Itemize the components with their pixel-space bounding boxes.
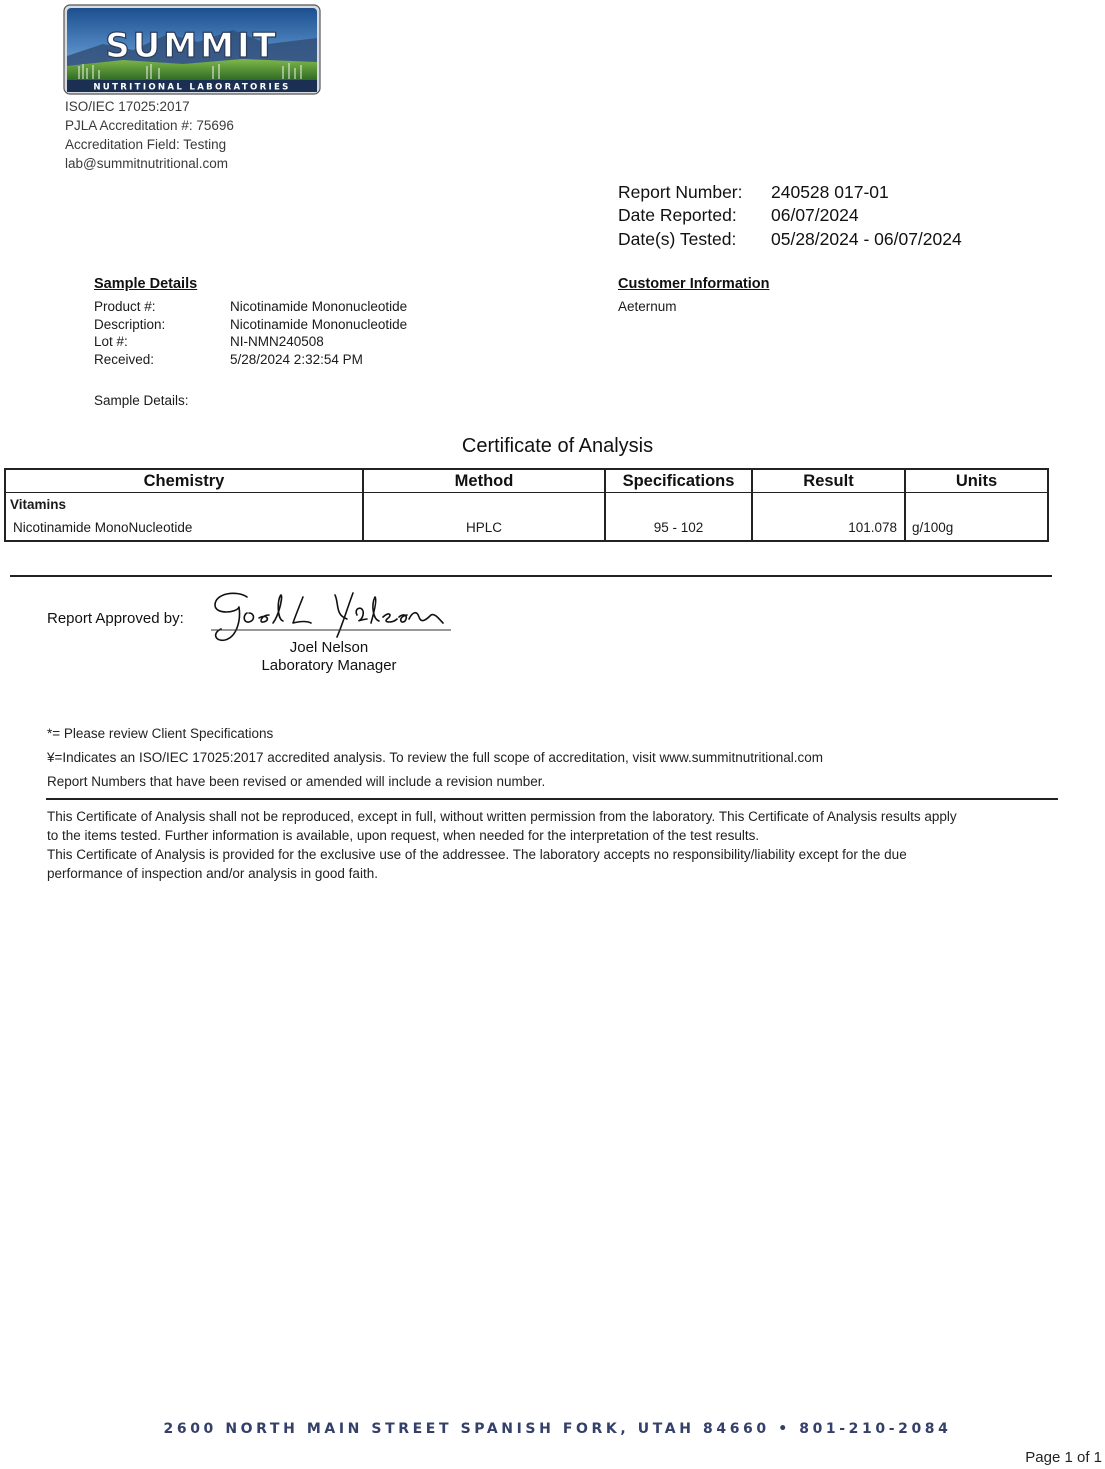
category-empty-units	[905, 493, 1048, 516]
approved-by-label: Report Approved by:	[47, 610, 184, 627]
sample-details-heading: Sample Details	[94, 276, 198, 292]
table-header-row	[5, 469, 1048, 493]
report-number-value: 240528 017-01	[771, 182, 889, 202]
sample-details-label: Sample Details:	[94, 393, 189, 408]
legal-line-3: This Certificate of Analysis is provided for the exclusive use of the addressee. The laboratory accepts no responsibility/liability except for the due	[47, 847, 907, 862]
category-empty-spec	[605, 493, 752, 516]
section-divider	[10, 575, 1052, 577]
category-empty-method	[363, 493, 605, 516]
accreditation-number: PJLA Accreditation #: 75696	[65, 118, 234, 133]
notes-divider	[46, 798, 1058, 800]
category-label: Vitamins	[5, 493, 363, 516]
footer-address: 2600 NORTH MAIN STREET SPANISH FORK, UTAH 84660 • 801-210-2084	[163, 1421, 952, 1437]
product-value: Nicotinamide Mononucleotide	[230, 299, 408, 314]
legal-line-2: to the items tested. Further information is available, upon request, when needed for the interpretation of the test results.	[47, 828, 760, 843]
cell-units: g/100g	[905, 515, 1048, 541]
accreditation-standard: ISO/IEC 17025:2017	[65, 99, 190, 114]
customer-info-heading: Customer Information	[618, 276, 770, 292]
date-reported-label: Date Reported:	[618, 205, 737, 225]
header-method: Method	[363, 469, 605, 493]
results-table	[4, 468, 1049, 542]
cell-chemistry: Nicotinamide MonoNucleotide	[5, 515, 363, 541]
received-value: 5/28/2024 2:32:54 PM	[230, 352, 363, 367]
approver-name: Joel Nelson	[289, 639, 369, 656]
header-units: Units	[905, 469, 1048, 493]
cell-specifications: 95 - 102	[605, 515, 752, 541]
signature-image	[207, 585, 457, 645]
header-chemistry: Chemistry	[5, 469, 363, 493]
header-specifications: Specifications	[605, 469, 752, 493]
note-client-specs: *= Please review Client Specifications	[47, 726, 274, 741]
category-row	[5, 493, 1048, 516]
lab-email: lab@summitnutritional.com	[65, 156, 229, 171]
logo-brand-text: SUMMIT	[105, 26, 279, 66]
summit-logo	[63, 4, 321, 95]
table-row	[5, 515, 1048, 541]
accreditation-field: Accreditation Field: Testing	[65, 137, 227, 152]
lot-label: Lot #:	[94, 334, 128, 349]
cell-method: HPLC	[363, 515, 605, 541]
logo-tagline-text: NUTRITIONAL LABORATORIES	[93, 82, 291, 93]
dates-tested-label: Date(s) Tested:	[618, 229, 737, 249]
legal-line-4: performance of inspection and/or analysis in good faith.	[47, 866, 378, 881]
note-accredited: ¥=Indicates an ISO/IEC 17025:2017 accredited analysis. To review the full scope of accreditation, visit www.summitnutritional.com	[47, 750, 824, 765]
cell-result: 101.078	[752, 515, 905, 541]
dates-tested-value: 05/28/2024 - 06/07/2024	[771, 229, 962, 249]
approver-title: Laboratory Manager	[261, 657, 397, 674]
report-number-label: Report Number:	[618, 182, 743, 202]
description-value: Nicotinamide Mononucleotide	[230, 317, 408, 332]
legal-line-1: This Certificate of Analysis shall not be reproduced, except in full, without written permission from the laboratory. This Certificate of Analysis results apply	[47, 809, 957, 824]
product-label: Product #:	[94, 299, 156, 314]
description-label: Description:	[94, 317, 166, 332]
certificate-title: Certificate of Analysis	[461, 435, 654, 457]
received-label: Received:	[94, 352, 155, 367]
lot-value: NI-NMN240508	[230, 334, 324, 349]
page-number: Page 1 of 1	[1025, 1449, 1102, 1466]
header-result: Result	[752, 469, 905, 493]
category-empty-result	[752, 493, 905, 516]
customer-name: Aeternum	[618, 299, 677, 314]
date-reported-value: 06/07/2024	[771, 205, 859, 225]
note-revisions: Report Numbers that have been revised or amended will include a revision number.	[47, 774, 546, 789]
